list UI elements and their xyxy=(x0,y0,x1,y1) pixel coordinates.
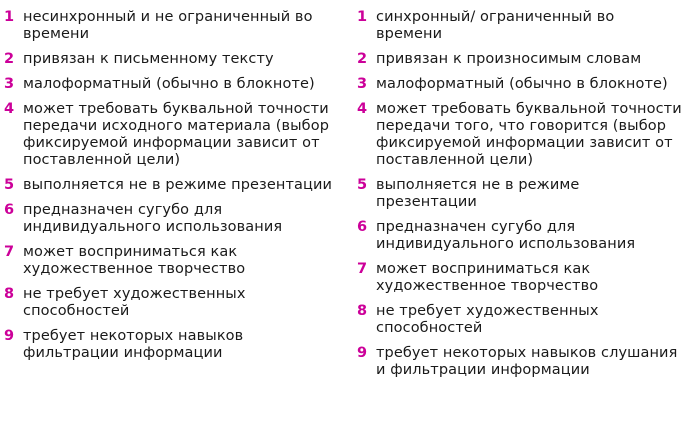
item-number: 1 xyxy=(4,9,15,25)
item-text: малоформатный (обычно в блокноте) xyxy=(23,76,315,92)
list-item xyxy=(357,345,684,379)
item-text: синхронный/ ограниченный во времени xyxy=(376,9,615,42)
item-number: 9 xyxy=(4,328,15,344)
list-item xyxy=(357,51,684,68)
item-number: 7 xyxy=(357,261,368,277)
list-item xyxy=(4,101,342,169)
list-item xyxy=(357,219,684,253)
list-item xyxy=(4,286,342,320)
item-text: может восприниматься как художественное творчество xyxy=(23,244,246,277)
list-item xyxy=(357,177,684,211)
item-text: предназначен сугубо для индивидуального использования xyxy=(376,219,636,252)
item-text: не требует художественных способностей xyxy=(23,286,246,319)
item-number: 2 xyxy=(4,51,15,67)
list-item xyxy=(4,76,342,93)
list-item xyxy=(357,76,684,93)
item-text: может требовать буквальной точности передачи исходного материала (выбор фиксируемой информации зависит от поставленной цели) xyxy=(23,101,329,168)
item-number: 2 xyxy=(357,51,368,67)
item-number: 1 xyxy=(357,9,368,25)
item-text: может восприниматься как художественное творчество xyxy=(376,261,599,294)
item-number: 8 xyxy=(357,303,368,319)
item-text: может требовать буквальной точности передачи того, что говорится (выбор фиксируемой информации зависит от поставленной цели) xyxy=(376,101,682,168)
item-number: 3 xyxy=(357,76,368,92)
item-number: 4 xyxy=(4,101,15,117)
item-text: требует некоторых навыков слушания и фильтрации информации xyxy=(376,345,678,378)
item-text: привязан к письменному тексту xyxy=(23,51,274,67)
list-item xyxy=(357,101,684,169)
list-item xyxy=(357,9,684,43)
item-text: не требует художественных способностей xyxy=(376,303,599,336)
list-item xyxy=(357,261,684,295)
item-text: предназначен сугубо для индивидуального использования xyxy=(23,202,283,235)
list-item xyxy=(4,9,342,43)
item-number: 5 xyxy=(4,177,15,193)
item-text: выполняется не в режиме презентации xyxy=(376,177,580,210)
item-number: 5 xyxy=(357,177,368,193)
item-text: несинхронный и не ограниченный во времени xyxy=(23,9,313,42)
list-item xyxy=(4,177,342,194)
item-number: 7 xyxy=(4,244,15,260)
item-number: 9 xyxy=(357,345,368,361)
list-item xyxy=(4,328,342,362)
item-number: 3 xyxy=(4,76,15,92)
item-number: 8 xyxy=(4,286,15,302)
list-item xyxy=(4,244,342,278)
right-numbered-list xyxy=(342,9,684,387)
item-number: 6 xyxy=(357,219,368,235)
list-item xyxy=(4,202,342,236)
item-text: требует некоторых навыков фильтрации информации xyxy=(23,328,244,361)
item-number: 4 xyxy=(357,101,368,117)
list-item xyxy=(4,51,342,68)
item-text: малоформатный (обычно в блокноте) xyxy=(376,76,668,92)
item-text: привязан к произносимым словам xyxy=(376,51,642,67)
list-item xyxy=(357,303,684,337)
left-numbered-list xyxy=(0,9,342,387)
item-number: 6 xyxy=(4,202,15,218)
item-text: выполняется не в режиме презентации xyxy=(23,177,332,193)
